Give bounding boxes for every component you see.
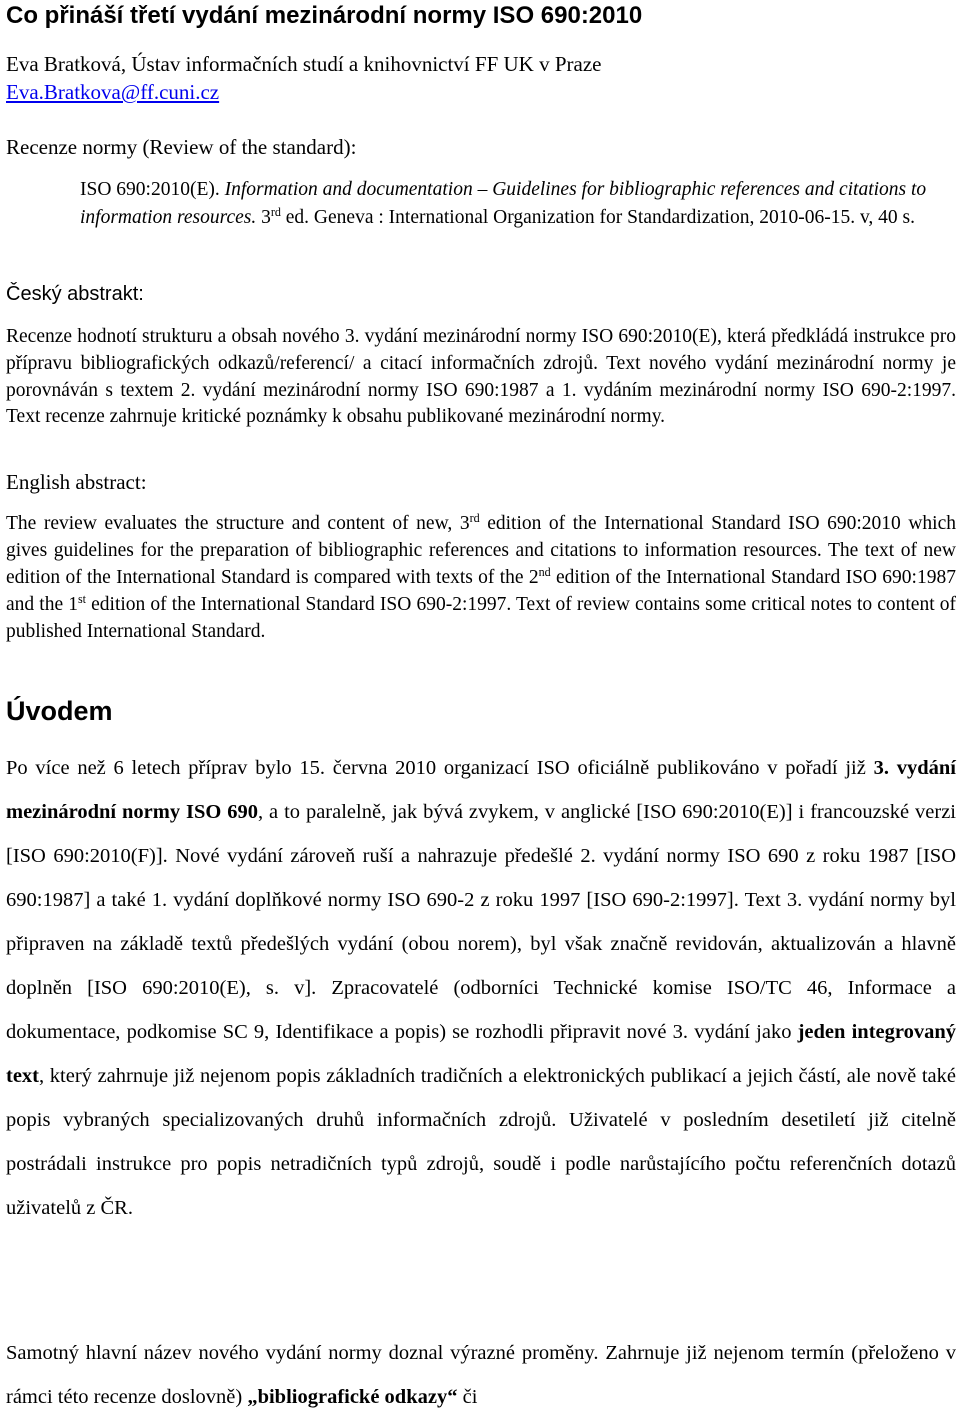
- ordinal-sup: st: [77, 591, 87, 606]
- ordinal-sup: nd: [538, 564, 551, 579]
- english-abstract-part: edition of the International Standard ISO 690:1987 and the 1: [6, 567, 956, 615]
- czech-abstract-heading: Český abstrakt:: [6, 283, 144, 305]
- citation-edition: 3: [256, 207, 271, 228]
- paragraph-text: Po více než 6 letech příprav bylo 15. června 2010 organizací ISO oficiálně publikováno v pořadí již: [6, 757, 874, 779]
- paragraph-text: , a to paralelně, jak bývá zvykem, v anglické [ISO 690:2010(E)] i francouzské verzi [ISO 690:2010(F)]. Nové vydání zároveň ruší a nahrazuje předešlé 2. vydání normy ISO 690 z roku 1987 [ISO 690:1987] a také 1. vydání doplňkové normy ISO 690-2 z roku 1997 [ISO 690-2:1997]. Text 3. vydání normy byl připraven na základě textů předešlých vydání (obou norem), byl však značně revidován, aktualizován a hlavně doplněn [ISO 690:2010(E), s. v]. Zpracovatelé (odborníci Technické komise ISO/TC 46, Informace a dokumentace, podkomise SC 9, Identifikace a popis) se rozhodli připravit nové 3. vydání jako: [6, 801, 956, 1043]
- citation-title: Information and documentation – Guidelines for bibliographic references and citations to information resources.: [80, 179, 927, 228]
- author-line: Eva Bratková, Ústav informačních studí a knihovnictví FF UK v Praze: [6, 52, 602, 76]
- citation-id: ISO 690:2010(E).: [80, 179, 225, 200]
- english-abstract-heading: English abstract:: [6, 470, 147, 494]
- author-email-link[interactable]: Eva.Bratkova@ff.cuni.cz: [6, 80, 220, 104]
- paragraph-bold-text: 3. vydání mezinárodní normy ISO 690: [6, 757, 956, 823]
- intro-paragraph-2: [6, 1331, 956, 1419]
- english-abstract-part: edition of the International Standard ISO 690:2010 which gives guidelines for the preparation of bibliographic references and citations to information resources. The text of new edition of the International Standard is compared with texts of the 2: [6, 513, 956, 588]
- paragraph-bold-text: „bibliografické odkazy“: [247, 1386, 458, 1408]
- english-abstract-text: [6, 510, 956, 645]
- paragraph-text: Samotný hlavní název nového vydání normy doznal výrazné proměny. Zahrnuje již nejenom termín (přeloženo v rámci této recenze doslovně): [6, 1342, 956, 1408]
- paragraph-bold-text: jeden integrovaný text: [6, 1021, 956, 1087]
- citation-publisher: ed. Geneva : International Organization for Standardization, 2010-06-15. v, 40 s.: [280, 207, 916, 228]
- review-label: Recenze normy (Review of the standard):: [6, 135, 357, 159]
- english-abstract-part: The review evaluates the structure and content of new, 3: [6, 513, 470, 534]
- czech-abstract-text: Recenze hodnotí strukturu a obsah nového 3. vydání mezinárodní normy ISO 690:2010(E), která předkládá instrukce pro přípravu bibliografických odkazů/referencí/ a citací informačních zdrojů. Text nového vydání mezinárodní normy je porovnáván s textem 2. vydání mezinárodní normy ISO 690:1987 a 1. vydáním mezinárodní normy ISO 690-2:1997. Text recenze zahrnuje kritické poznámky k obsahu publikované mezinárodní normy.: [6, 326, 956, 428]
- standard-citation: [80, 176, 952, 232]
- citation-edition-sup: rd: [270, 204, 281, 219]
- paragraph-text: , který zahrnuje již nejenom popis základních tradičních a elektronických publikací a jejich částí, ale nově také popis vybraných specializovaných druhů informačních zdrojů. Uživatelé v posledním desetiletí již citelně postrádali instrukce pro popis netradičních typů zdrojů, soudě i podle narůstajícího počtu referenčních dotazů uživatelů z ČR.: [6, 1065, 956, 1219]
- english-abstract-part: edition of the International Standard ISO 690-2:1997. Text of review contains some critical notes to content of published International Standard.: [6, 594, 956, 642]
- article-title: Co přináší třetí vydání mezinárodní normy ISO 690:2010: [6, 2, 643, 29]
- intro-paragraph-1: [6, 746, 956, 1230]
- ordinal-sup: rd: [469, 510, 480, 525]
- section-heading-intro: Úvodem: [6, 696, 113, 726]
- paragraph-text: či: [457, 1386, 478, 1408]
